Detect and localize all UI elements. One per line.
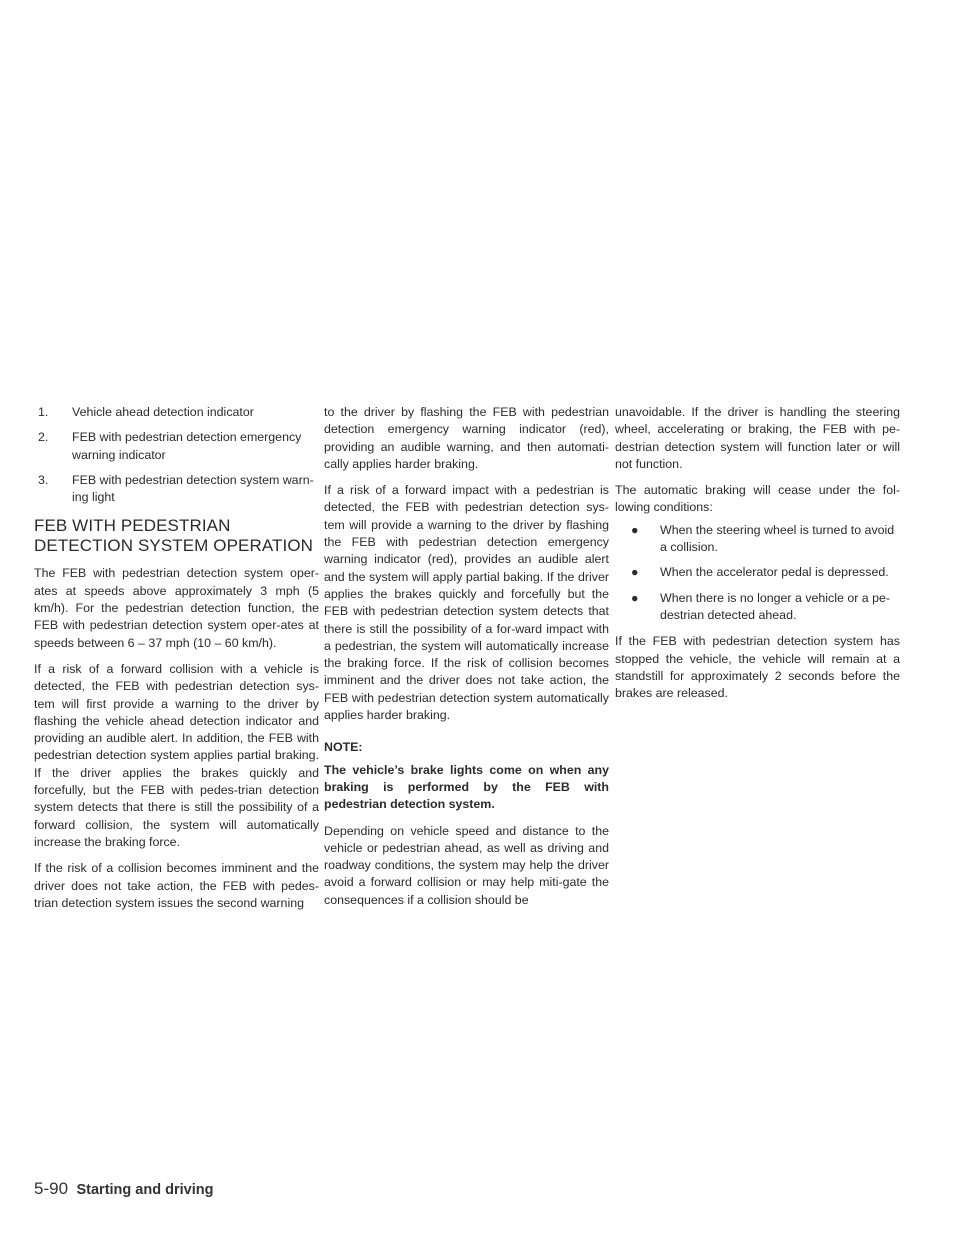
bullet-icon: ● bbox=[631, 565, 639, 580]
note-text: The vehicle’s brake lights come on when any braking is performed by the FEB with pedestrian detection system. bbox=[324, 762, 609, 812]
column-1 bbox=[34, 404, 319, 921]
column-3 bbox=[615, 404, 900, 711]
bullet-icon: ● bbox=[631, 522, 639, 537]
paragraph-pedestrian-impact: If a risk of a forward impact with a pedestrian is detected, the FEB with pedestrian detection sys-tem will provide a warning to the driver by flashing the FEB with pedestrian detection emergency warning indicator (red), provides an audible alert and the system will apply partial baking. If the driver applies the brakes quickly and forcefully but the FEB with pedestrian detection system detects that there is still the possibility of a for-ward impact with a pedestrian, the system will automatically increase the braking force. If the risk of collision becomes imminent and the driver does not take action, the FEB with pedestrian detection system automatically applies harder braking. bbox=[324, 483, 609, 723]
paragraph-standstill: If the FEB with pedestrian detection system has stopped the vehicle, the vehicle will remain at a standstill for approximately 2 seconds before the brakes are released. bbox=[615, 634, 900, 701]
bullet-text: When there is no longer a vehicle or a pe-destrian detected ahead. bbox=[660, 590, 891, 622]
list-item bbox=[34, 429, 319, 464]
list-number: 1. bbox=[38, 405, 49, 419]
section-heading-line-2: DETECTION SYSTEM OPERATION bbox=[34, 536, 314, 556]
paragraph-operating-speeds: The FEB with pedestrian detection system oper-ates at speeds above approximately 3 mph (5 km/h). For the pedestrian detection function, the FEB with pedestrian detection system oper-ates at speeds between 6 – 37 mph (10 – 60 km/h). bbox=[34, 566, 319, 650]
list-text: FEB with pedestrian detection system warn-ing light bbox=[72, 472, 314, 505]
paragraph-cease-conditions: The automatic braking will cease under the fol-lowing conditions: bbox=[615, 483, 900, 515]
paragraph-conditions: Depending on vehicle speed and distance to the vehicle or pedestrian ahead, as well as driving and roadway conditions, the system may help the driver avoid a forward collision or may help miti-gate the consequences if a collision should be bbox=[324, 823, 609, 907]
bullet-text: When the accelerator pedal is depressed. bbox=[660, 565, 889, 580]
section-heading-line-1: FEB WITH PEDESTRIAN bbox=[34, 516, 231, 536]
list-item bbox=[615, 590, 900, 625]
list-item bbox=[34, 472, 319, 507]
paragraph-imminent-collision: If the risk of a collision becomes imminent and the driver does not take action, the FEB with pedes-trian detection system issues the second warning bbox=[34, 861, 319, 910]
list-text: Vehicle ahead detection indicator bbox=[72, 405, 254, 419]
paragraph-vehicle-collision-warning: If a risk of a forward collision with a vehicle is detected, the FEB with pedestrian detection sys-tem will first provide a warning to the driver by flashing the vehicle ahead detection indicator and providing an audible alert. In addition, the FEB with pedestrian detection system applies partial braking. If the driver applies the brakes quickly and forcefully, but the FEB with pedes-trian detection system detects that there is still the possibility of a forward collision, the system will automatically increase the braking force. bbox=[34, 661, 319, 849]
section-heading bbox=[34, 516, 319, 556]
indicator-list bbox=[34, 404, 319, 506]
page-footer bbox=[34, 1180, 213, 1199]
cease-conditions-list bbox=[615, 522, 900, 624]
note-label: NOTE: bbox=[324, 740, 363, 755]
paragraph-driver-handling: unavoidable. If the driver is handling the steering wheel, accelerating or braking, the FEB with pe-destrian detection system will function later or will not function. bbox=[615, 405, 900, 471]
bullet-text: When the steering wheel is turned to avoid a collision. bbox=[660, 522, 895, 555]
bullet-icon: ● bbox=[631, 590, 639, 605]
paragraph-second-warning: to the driver by flashing the FEB with pedestrian detection emergency warning indicator (red), providing an audible warning, and then automati-cally applies harder braking. bbox=[324, 405, 609, 471]
page-number: 5-90 bbox=[34, 1179, 69, 1198]
list-item bbox=[34, 404, 319, 421]
section-name: Starting and driving bbox=[76, 1182, 214, 1198]
column-2 bbox=[324, 404, 609, 918]
list-number: 3. bbox=[38, 472, 49, 487]
list-number: 2. bbox=[38, 430, 49, 445]
list-text: FEB with pedestrian detection emergency warning indicator bbox=[72, 430, 302, 462]
list-item bbox=[615, 522, 900, 557]
list-item bbox=[615, 564, 900, 581]
